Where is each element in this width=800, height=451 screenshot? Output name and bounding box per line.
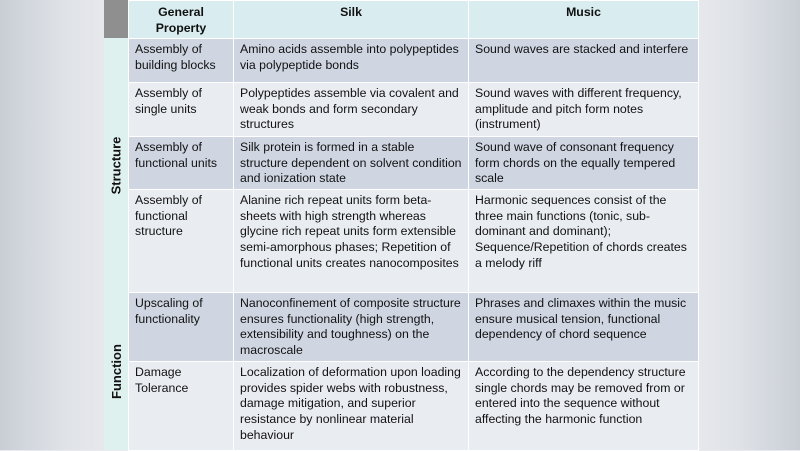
music-cell: Harmonic sequences consist of the three main functions (tonic, sub-dominant and dominant); Sequence/Repetition of chords creates a melody riff: [469, 190, 699, 293]
table-row: [129, 190, 699, 293]
silk-cell: Alanine rich repeat units form beta-sheets with high strength whereas glycine rich repeat units form extensible semi-amorphous phases; Repetition of functional units creates nanocomposites: [234, 190, 469, 293]
silk-cell: Amino acids assemble into polypeptides via polypeptide bonds: [234, 39, 469, 83]
sidebar-corner: [104, 0, 128, 38]
property-cell: Assembly of functional units: [129, 137, 234, 190]
table-row: [129, 293, 699, 362]
group-label-function: [104, 292, 128, 450]
header-music: Music: [469, 1, 699, 39]
property-cell: Upscaling of functionality: [129, 293, 234, 362]
music-cell: Sound wave of consonant frequency form chords on the equally tempered scale: [469, 137, 699, 190]
property-cell: Assembly of building blocks: [129, 39, 234, 83]
comparison-table: [128, 0, 699, 451]
background-right: [698, 0, 800, 450]
silk-cell: Localization of deformation upon loading provides spider webs with robustness, damage mitigation, and superior resistance by nonlinear material behaviour: [234, 362, 469, 451]
property-cell: Assembly of single units: [129, 83, 234, 137]
table-row: [129, 137, 699, 190]
group-label-structure-text: Structure: [108, 136, 124, 194]
header-property: General Property: [129, 1, 234, 39]
group-label-function-text: Function: [108, 343, 124, 399]
property-cell: Damage Tolerance: [129, 362, 234, 451]
slide: [104, 0, 698, 450]
silk-cell: Nanoconfinement of composite structure ensures functionality (high strength, extensibility and toughness) on the macroscale: [234, 293, 469, 362]
header-row: [129, 1, 699, 39]
table-row: [129, 83, 699, 137]
silk-cell: Silk protein is formed in a stable structure dependent on solvent condition and ionization state: [234, 137, 469, 190]
silk-cell: Polypeptides assemble via covalent and weak bonds and form secondary structures: [234, 83, 469, 137]
background-left: [0, 0, 104, 450]
property-cell: Assembly of functional structure: [129, 190, 234, 293]
music-cell: Sound waves are stacked and interfere: [469, 39, 699, 83]
header-silk: Silk: [234, 1, 469, 39]
music-cell: Phrases and climaxes within the music ensure musical tension, functional dependency of chord sequence: [469, 293, 699, 362]
music-cell: According to the dependency structure single chords may be removed from or entered into the sequence without affecting the harmonic function: [469, 362, 699, 451]
music-cell: Sound waves with different frequency, amplitude and pitch form notes (instrument): [469, 83, 699, 137]
table-row: [129, 362, 699, 451]
group-label-structure: [104, 38, 128, 292]
group-sidebar: [104, 0, 128, 450]
table-row: [129, 39, 699, 83]
